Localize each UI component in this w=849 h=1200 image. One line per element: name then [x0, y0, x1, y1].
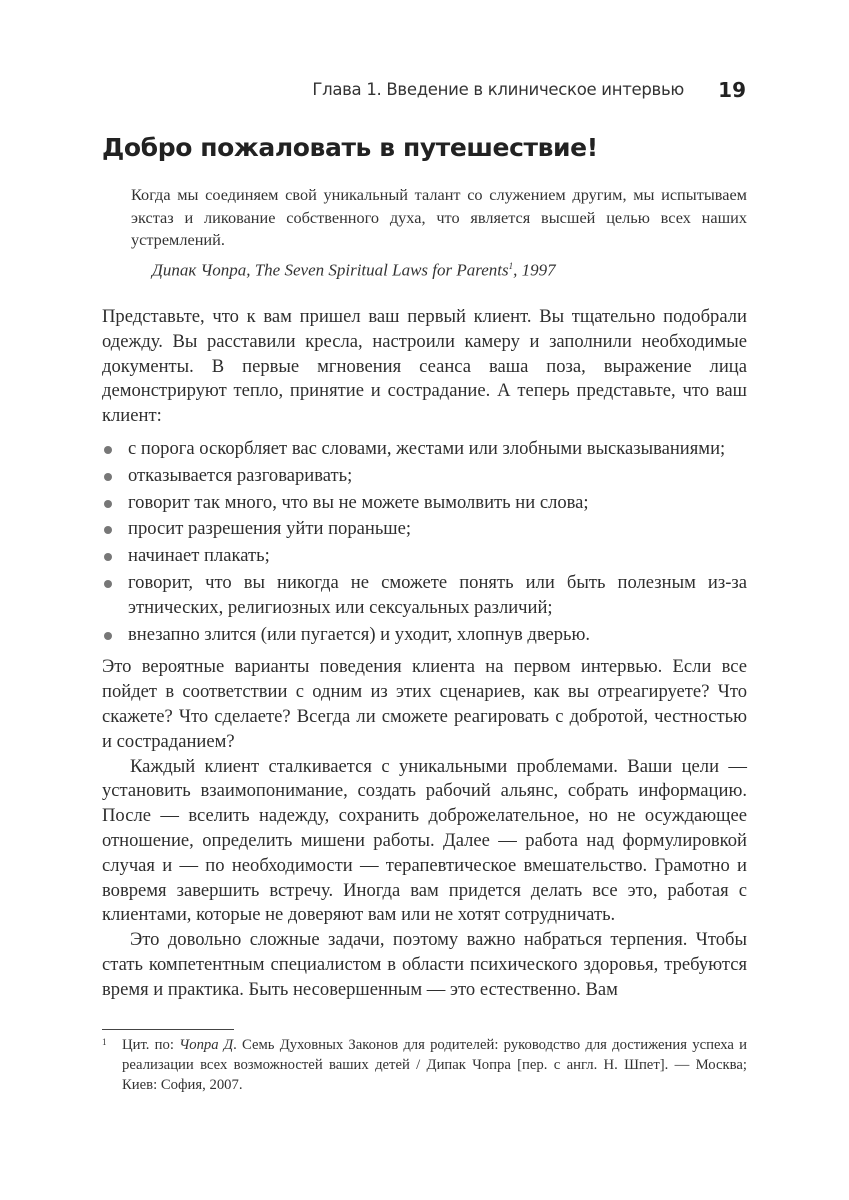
section-title: Добро пожаловать в путешествие!	[102, 133, 598, 162]
footnote-text	[122, 1035, 747, 1095]
running-header	[300, 78, 746, 104]
attribution-text: Дипак Чопра, The Seven Spiritual Laws for Parents	[152, 260, 509, 280]
list-item-text: с порога оскорбляет вас словами, жестами или злобными высказываниями;	[128, 437, 726, 459]
footnote	[102, 1035, 747, 1095]
epigraph-attribution	[152, 255, 747, 282]
list-item-text: говорит так много, что вы не можете вымолвить ни слова;	[128, 491, 589, 513]
footnote-mark: 1	[102, 1037, 107, 1047]
main-text	[102, 305, 747, 1003]
list-item-text: говорит, что вы никогда не сможете понять или быть полезным из-за этнических, религиозных или сексуальных различий;	[128, 571, 747, 618]
epigraph-text: Когда мы соединяем свой уникальный талант со служением другим, мы испытываем экстаз и ликование собственного духа, что является высшей целью всех наших устремлений.	[131, 185, 747, 249]
list-item	[102, 571, 747, 621]
paragraph: Это вероятные варианты поведения клиента на первом интервью. Если все пойдет в соответствии с одним из этих сценариев, как вы отреагируете? Что скажете? Что сделаете? Всегда ли сможете реагировать с добротой, честностью и состраданием?	[102, 656, 747, 752]
intro-paragraph: Представьте, что к вам пришел ваш первый клиент. Вы тщательно подобрали одежду. Вы расставили кресла, настроили камеру и заполнили необходимые документы. В первые мгновения сеанса ваша поза, выражение лица демонстрируют тепло, принятие и сострадание. А теперь представьте, что ваш клиент:	[102, 306, 747, 427]
bullet-icon	[104, 553, 112, 561]
list-item	[102, 464, 747, 489]
bullet-icon	[104, 526, 112, 534]
epigraph	[131, 184, 747, 282]
list-item	[102, 437, 747, 462]
paragraph: Каждый клиент сталкивается с уникальными проблемами. Ваши цели — установить взаимопонимание, создать рабочий альянс, собрать информацию. После — вселить надежду, сохранить доброжелательное, но не осуждающее отношение, определить мишени работы. Далее — работа над формулировкой случая и — по необходимости — терапевтическое вмешательство. Грамотно и вовремя завершить встречу. Иногда вам придется делать все это, работая с клиентами, которые не доверяют вам или не хотят сотрудничать.	[102, 755, 747, 926]
list-item-text: просит разрешения уйти пораньше;	[128, 518, 412, 540]
list-item	[102, 623, 747, 648]
list-item-text: внезапно злится (или пугается) и уходит, хлопнув дверью.	[128, 623, 591, 645]
footnote-author: Чопра Д	[179, 1037, 234, 1053]
paragraph: Это довольно сложные задачи, поэтому важно набраться терпения. Чтобы стать компетентным специалистом в области психического здоровья, требуются время и практика. Быть несовершенным — это естественно. Вам	[102, 929, 747, 1000]
chapter-title: Глава 1. Введение в клиническое интервью	[312, 80, 684, 99]
bullet-icon	[104, 500, 112, 508]
list-item-text: отказывается разговаривать;	[128, 464, 353, 486]
bullet-icon	[104, 580, 112, 588]
list-item	[102, 517, 747, 542]
page-number: 19	[718, 78, 746, 102]
client-behaviors-list	[102, 437, 747, 647]
footnote-prefix: Цит. по:	[122, 1037, 180, 1053]
footnote-divider	[102, 1029, 234, 1030]
footnote-body: . Семь Духовных Законов для родителей: руководство для достижения успеха и реализации всех возможностей ваших детей / Дипак Чопра [пер. с англ. Н. Шпет]. — Москва; Киев: София, 2007.	[122, 1037, 747, 1093]
bullet-icon	[104, 446, 112, 454]
bullet-icon	[104, 473, 112, 481]
list-item-text: начинает плакать;	[128, 545, 270, 567]
list-item	[102, 491, 747, 516]
list-item	[102, 544, 747, 569]
attribution-year: , 1997	[513, 260, 556, 280]
footnote-ref[interactable]: 1	[508, 260, 514, 271]
bullet-icon	[104, 632, 112, 640]
